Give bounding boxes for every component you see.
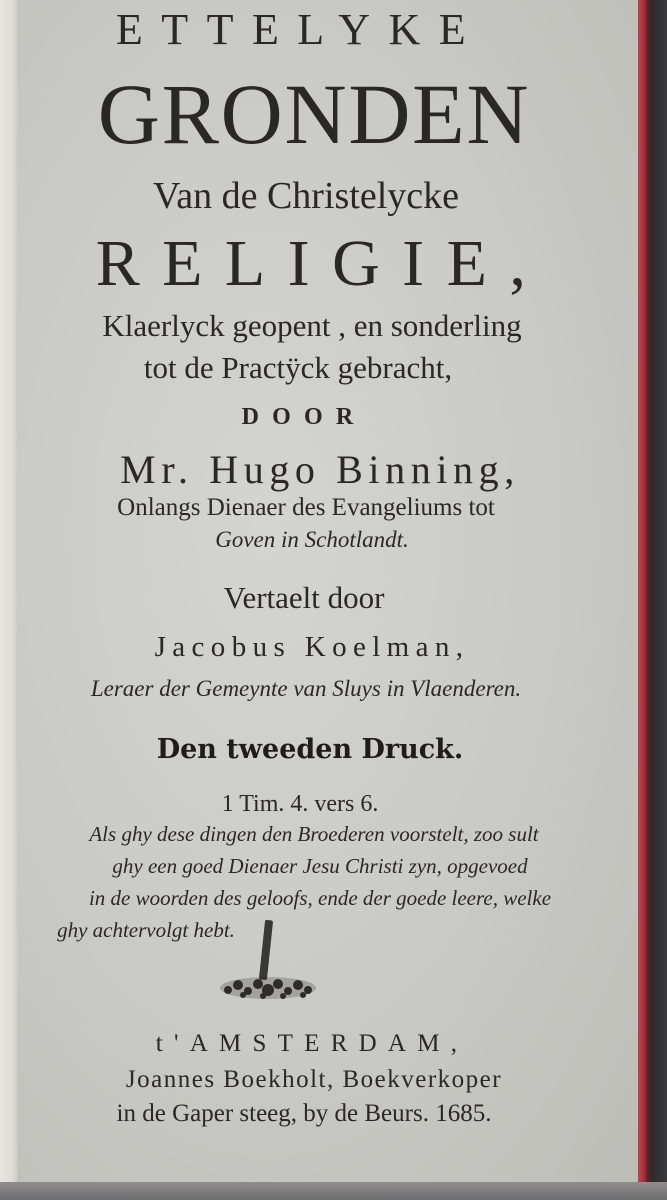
imprint-printer: Joannes Boekholt, Boekverkoper bbox=[125, 1066, 503, 1093]
title-line-2: GRONDEN bbox=[97, 66, 531, 162]
title-line-3: Van de Christelycke bbox=[152, 175, 460, 217]
verse-line-2: ghy een goed Dienaer Jesu Christi zyn, opgevoed bbox=[112, 854, 528, 878]
verse-line-4: ghy achtervolgt hebt. bbox=[57, 918, 235, 942]
printer-ornament bbox=[218, 968, 318, 1008]
subtitle-line-1: Klaerlyck geopent , en sonderling bbox=[102, 308, 522, 343]
imprint-place: t'AMSTERDAM, bbox=[155, 1030, 469, 1057]
translated-by: Vertaelt door bbox=[223, 580, 385, 615]
translator-description: Leraer der Gemeynte van Sluys in Vlaenderen. bbox=[90, 676, 522, 701]
title-line-4: RELIGIE, bbox=[95, 227, 549, 300]
edition-line: Den tweeden Druck. bbox=[156, 734, 464, 765]
author-description-2: Goven in Schotlandt. bbox=[215, 527, 409, 552]
verse-line-3: in de woorden des geloofs, ende der goede leere, welke bbox=[88, 886, 552, 910]
verse-line-1: Als ghy dese dingen den Broederen voorstelt, zoo sult bbox=[89, 822, 539, 846]
author-name: Mr. Hugo Binning, bbox=[120, 447, 520, 492]
translator-name: Jacobus Koelman, bbox=[154, 631, 470, 663]
door-label: DOOR bbox=[241, 404, 367, 430]
verse-reference: 1 Tim. 4. vers 6. bbox=[221, 791, 379, 817]
page-bottom-edge bbox=[0, 1182, 667, 1200]
imprint-address: in de Gaper steeg, by de Beurs. 1685. bbox=[116, 1100, 492, 1127]
title-page bbox=[18, 0, 638, 1185]
author-description-1: Onlangs Dienaer des Evangeliums tot bbox=[117, 494, 495, 521]
title-line-1: ETTELYKE bbox=[115, 5, 485, 54]
subtitle-line-2: tot de Practÿck gebracht, bbox=[143, 350, 453, 385]
